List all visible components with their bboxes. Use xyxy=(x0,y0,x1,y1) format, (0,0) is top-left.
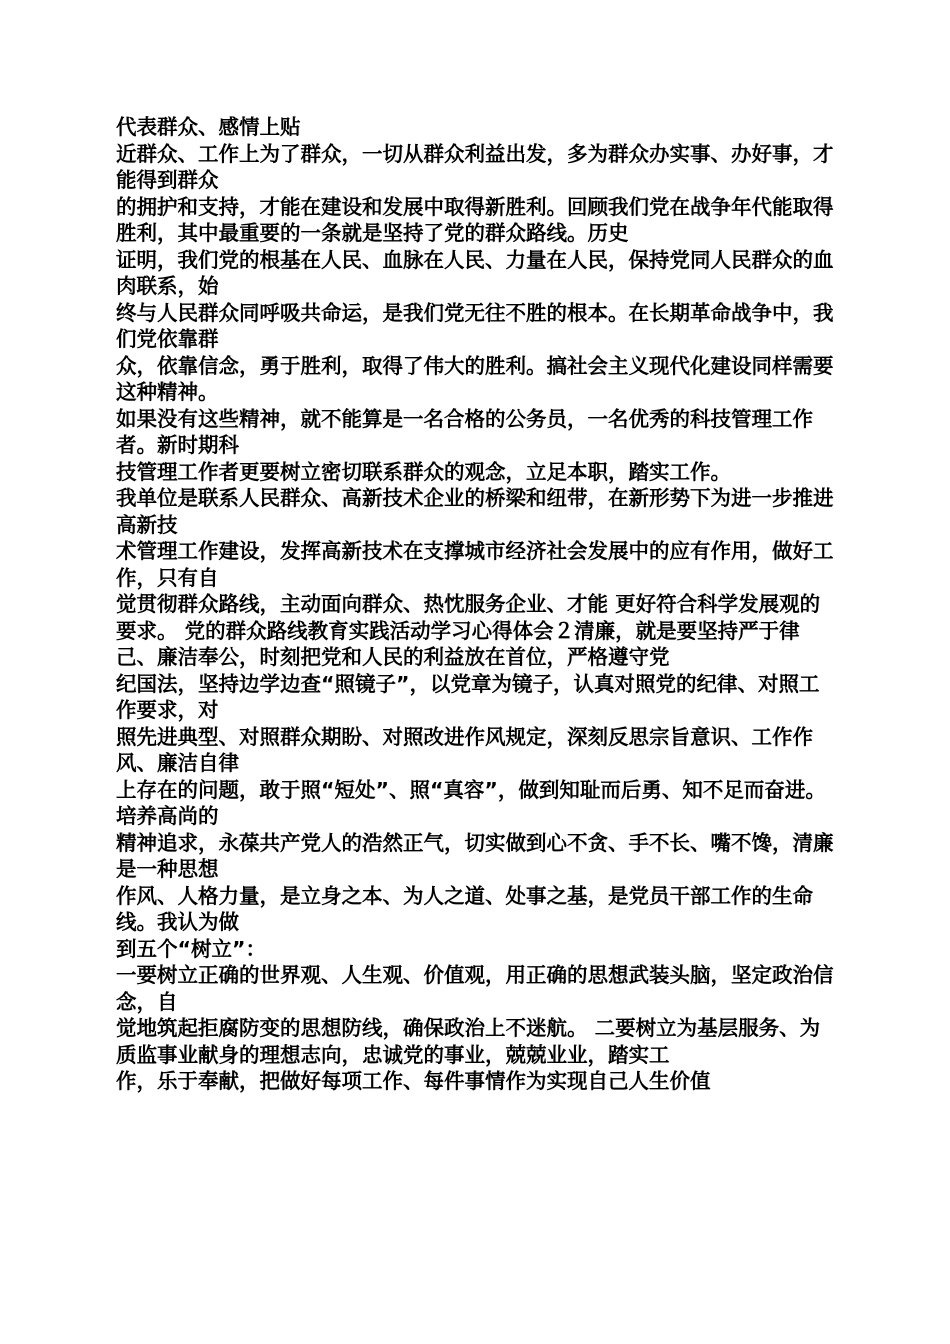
paragraph: 照先进典型、对照群众期盼、对照改进作风规定，深刻反思宗旨意识、工作作风、廉洁自律 xyxy=(116,724,813,775)
paragraph: 如果没有这些精神，就不能算是一名合格的公务员，一名优秀的科技管理工作者。新时期科 xyxy=(116,406,813,457)
document-body xyxy=(116,114,836,1095)
paragraph: 众，依靠信念，勇于胜利，取得了伟大的胜利。搞社会主义现代化建设同样需要这种精神。 xyxy=(116,353,834,404)
paragraph: 的拥护和支持，才能在建设和发展中取得新胜利。回顾我们党在战争年代能取得胜利，其中最重要的一条就是坚持了党的群众路线。历史 xyxy=(116,194,834,245)
paragraph: 证明，我们党的根基在人民、血脉在人民、力量在人民，保持党同人民群众的血肉联系，始 xyxy=(116,247,834,298)
paragraph: 上存在的问题，敢于照“短处”、照“真容”，做到知耻而后勇、知不足而奋进。培养高尚的 xyxy=(116,777,826,828)
paragraph: 精神追求，永葆共产党人的浩然正气，切实做到心不贪、手不长、嘴不馋，清廉是一种思想 xyxy=(116,830,834,881)
paragraph: 技管理工作者更要树立密切联系群众的观念，立足本职，踏实工作。 xyxy=(116,459,731,484)
paragraph: 术管理工作建设，发挥高新技术在支撑城市经济社会发展中的应有作用，做好工作，只有自 xyxy=(116,539,834,590)
paragraph: 终与人民群众同呼吸共命运，是我们党无往不胜的根本。在长期革命战争中，我们党依靠群 xyxy=(116,300,834,351)
paragraph: 作，乐于奉献，把做好每项工作、每件事情作为实现自己人生价值 xyxy=(116,1069,711,1093)
paragraph: 觉贯彻群众路线，主动面向群众、热忱服务企业、才能 更好符合科学发展观的要求。 党的群众路线教育实践活动学习心得体会２清廉，就是要坚持严于律己、廉洁奉公，时刻把党和人民的利益放在首位，严格遵守党 xyxy=(116,592,821,669)
paragraph: 纪国法，坚持边学边查“照镜子”，以党章为镜子，认真对照党的纪律、对照工作要求，对 xyxy=(116,671,820,722)
paragraph: 代表群众、感情上贴 xyxy=(116,115,301,139)
paragraph: 我单位是联系人民群众、高新技术企业的桥梁和纽带，在新形势下为进一步推进高新技 xyxy=(116,486,834,537)
paragraph: 一要树立正确的世界观、人生观、价值观，用正确的思想武装头脑，坚定政治信念，自 xyxy=(116,963,834,1014)
paragraph: 到五个“树立”： xyxy=(116,936,266,961)
paragraph: 近群众、工作上为了群众，一切从群众利益出发，多为群众办实事、办好事，才能得到群众 xyxy=(116,141,834,192)
paragraph: 觉地筑起拒腐防变的思想防线，确保政治上不迷航。 二要树立为基层服务、为质监事业献身的理想志向，忠诚党的事业，兢兢业业，踏实工 xyxy=(116,1016,821,1067)
paragraph: 作风、人格力量，是立身之本、为人之道、处事之基，是党员干部工作的生命线。我认为做 xyxy=(116,883,813,934)
